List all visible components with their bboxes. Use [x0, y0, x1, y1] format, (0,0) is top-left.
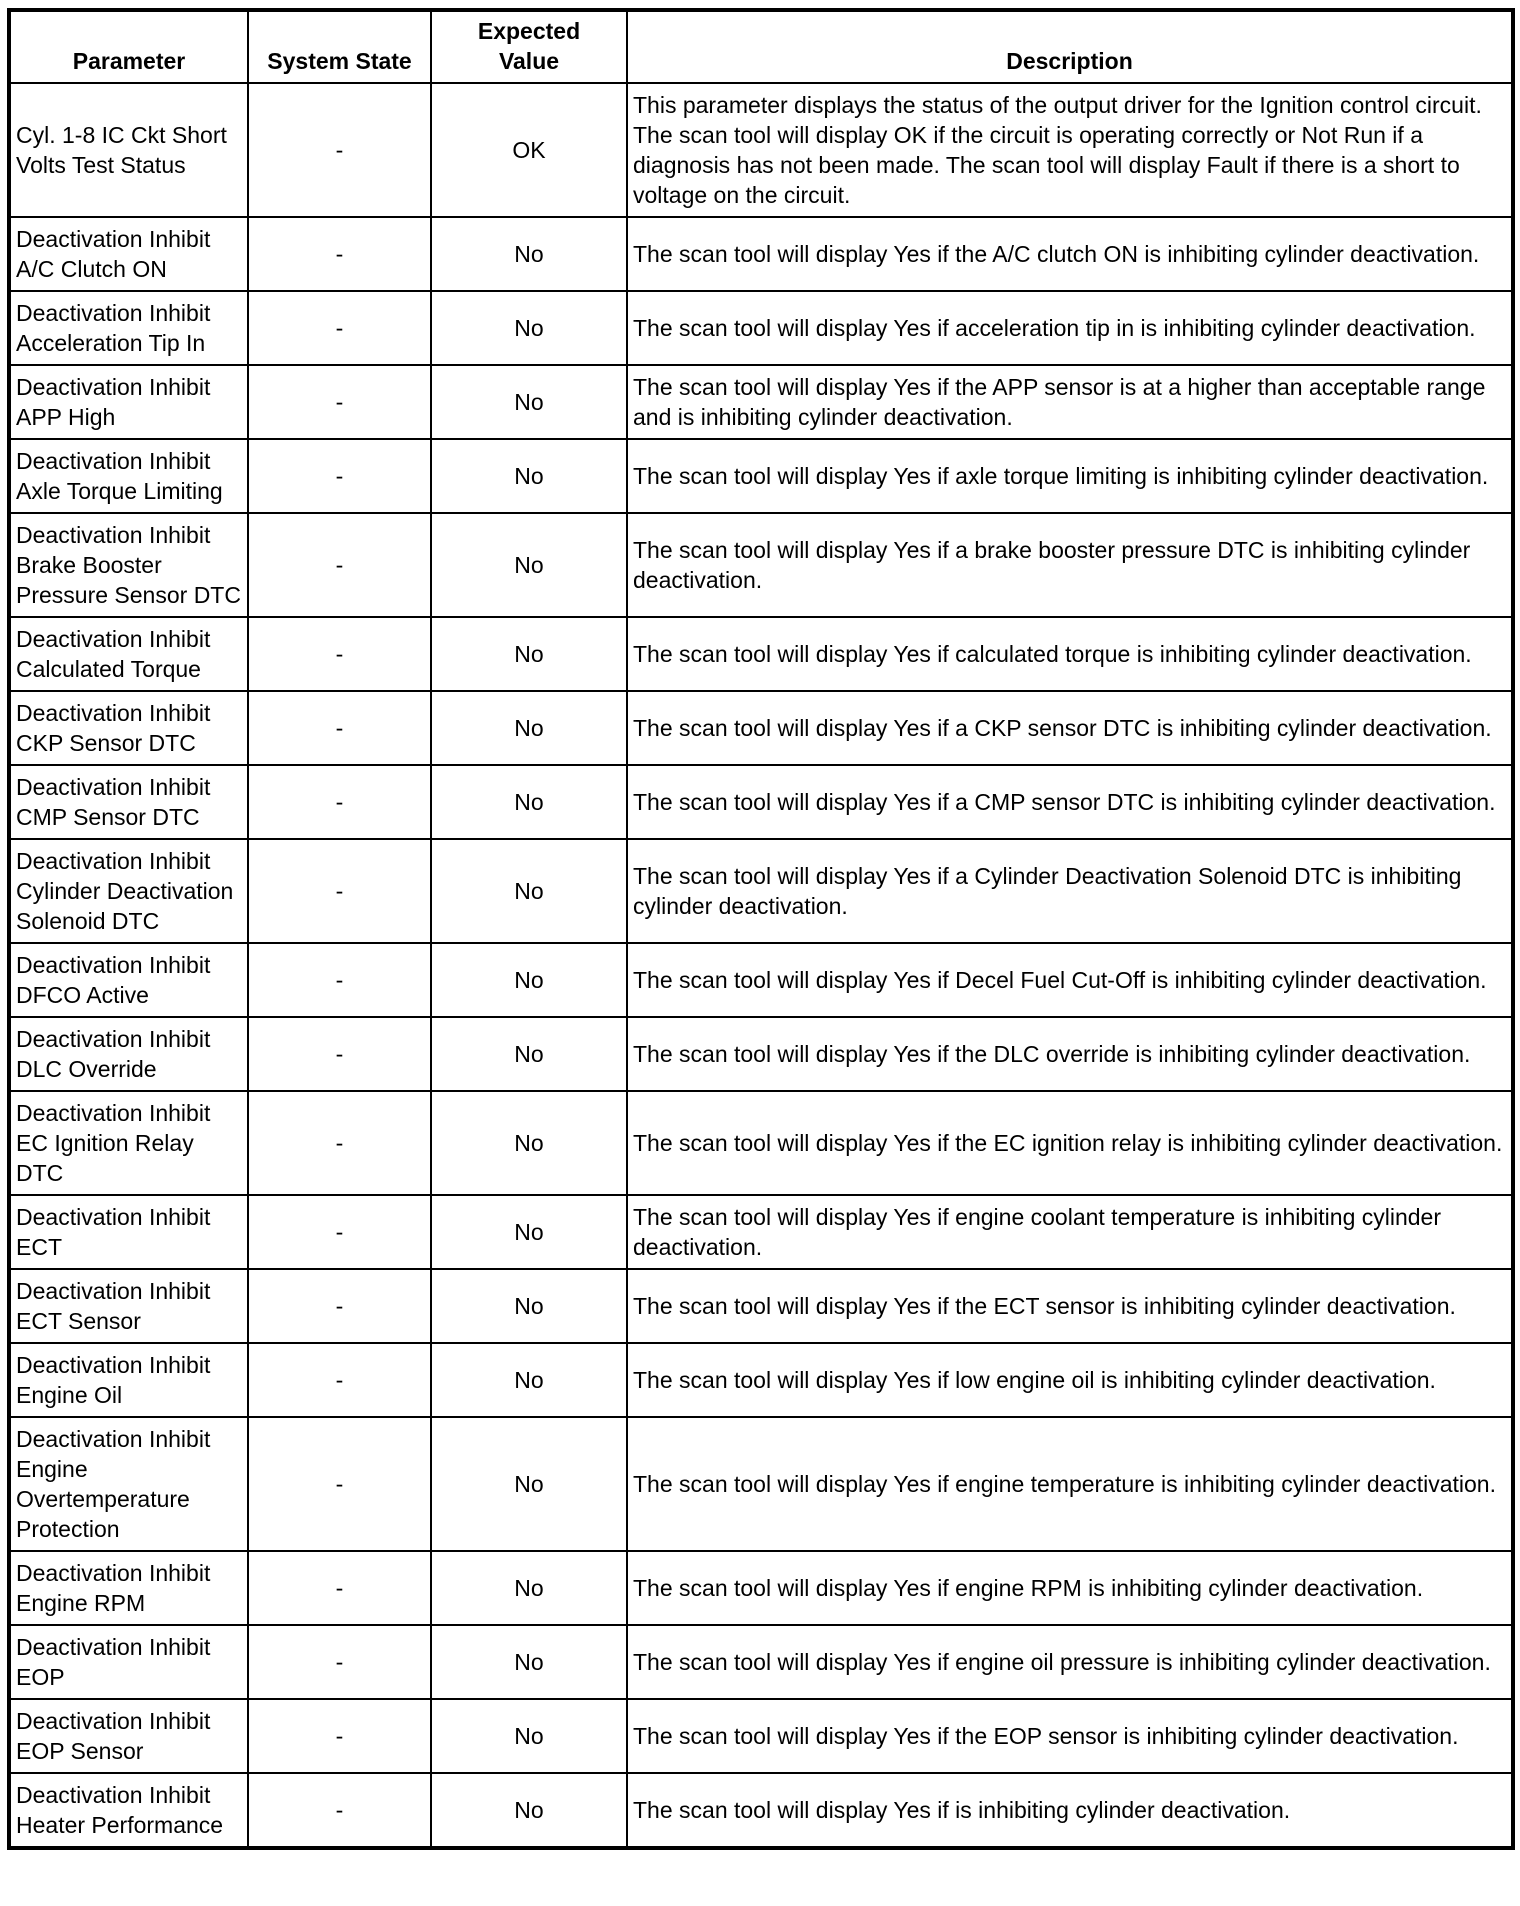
table-row	[9, 365, 1513, 439]
system-state-cell: -	[248, 1699, 431, 1773]
description-cell: The scan tool will display Yes if the ECT sensor is inhibiting cylinder deactivation.	[627, 1269, 1513, 1343]
table-row	[9, 1017, 1513, 1091]
table-row	[9, 1625, 1513, 1699]
parameter-cell: Deactivation Inhibit ECT	[9, 1195, 248, 1269]
description-cell: The scan tool will display Yes if the DLC override is inhibiting cylinder deactivation.	[627, 1017, 1513, 1091]
system-state-cell: -	[248, 513, 431, 617]
description-cell: The scan tool will display Yes if engine coolant temperature is inhibiting cylinder deactivation.	[627, 1195, 1513, 1269]
parameter-table	[7, 8, 1515, 1850]
description-cell: The scan tool will display Yes if the APP sensor is at a higher than acceptable range and is inhibiting cylinder deactivation.	[627, 365, 1513, 439]
expected-value-cell: No	[431, 365, 627, 439]
expected-value-cell: No	[431, 1343, 627, 1417]
expected-value-cell: No	[431, 1417, 627, 1551]
description-cell: The scan tool will display Yes if is inhibiting cylinder deactivation.	[627, 1773, 1513, 1848]
system-state-cell: -	[248, 943, 431, 1017]
expected-value-cell: No	[431, 439, 627, 513]
description-cell: This parameter displays the status of the output driver for the Ignition control circuit. The scan tool will display OK if the circuit is operating correctly or Not Run if a diagnosis has not been made. The scan tool will display Fault if there is a short to voltage on the circuit.	[627, 83, 1513, 217]
expected-value-cell: No	[431, 943, 627, 1017]
system-state-cell: -	[248, 1773, 431, 1848]
header-parameter: Parameter	[9, 10, 248, 83]
table-row	[9, 943, 1513, 1017]
description-cell: The scan tool will display Yes if acceleration tip in is inhibiting cylinder deactivation.	[627, 291, 1513, 365]
description-cell: The scan tool will display Yes if a CKP sensor DTC is inhibiting cylinder deactivation.	[627, 691, 1513, 765]
system-state-cell: -	[248, 1551, 431, 1625]
description-cell: The scan tool will display Yes if engine RPM is inhibiting cylinder deactivation.	[627, 1551, 1513, 1625]
table-row	[9, 1269, 1513, 1343]
system-state-cell: -	[248, 1417, 431, 1551]
expected-value-cell: No	[431, 1017, 627, 1091]
description-cell: The scan tool will display Yes if the A/C clutch ON is inhibiting cylinder deactivation.	[627, 217, 1513, 291]
parameter-cell: Deactivation Inhibit Calculated Torque	[9, 617, 248, 691]
table-row	[9, 1195, 1513, 1269]
parameter-cell: Deactivation Inhibit Heater Performance	[9, 1773, 248, 1848]
expected-value-cell: No	[431, 1773, 627, 1848]
table-row	[9, 1699, 1513, 1773]
system-state-cell: -	[248, 1625, 431, 1699]
parameter-cell: Deactivation Inhibit CMP Sensor DTC	[9, 765, 248, 839]
description-cell: The scan tool will display Yes if axle torque limiting is inhibiting cylinder deactivation.	[627, 439, 1513, 513]
parameter-cell: Deactivation Inhibit DLC Override	[9, 1017, 248, 1091]
description-cell: The scan tool will display Yes if Decel Fuel Cut-Off is inhibiting cylinder deactivation.	[627, 943, 1513, 1017]
header-system-state: System State	[248, 10, 431, 83]
header-description: Description	[627, 10, 1513, 83]
expected-value-cell: No	[431, 839, 627, 943]
description-cell: The scan tool will display Yes if the EOP sensor is inhibiting cylinder deactivation.	[627, 1699, 1513, 1773]
system-state-cell: -	[248, 691, 431, 765]
table-row	[9, 839, 1513, 943]
table-row	[9, 617, 1513, 691]
parameter-cell: Deactivation Inhibit Cylinder Deactivation Solenoid DTC	[9, 839, 248, 943]
table-row	[9, 439, 1513, 513]
table-row	[9, 291, 1513, 365]
description-cell: The scan tool will display Yes if a CMP sensor DTC is inhibiting cylinder deactivation.	[627, 765, 1513, 839]
parameter-cell: Deactivation Inhibit CKP Sensor DTC	[9, 691, 248, 765]
parameter-cell: Deactivation Inhibit Axle Torque Limiting	[9, 439, 248, 513]
parameter-cell: Deactivation Inhibit EC Ignition Relay DTC	[9, 1091, 248, 1195]
table-row	[9, 1551, 1513, 1625]
system-state-cell: -	[248, 839, 431, 943]
parameter-cell: Deactivation Inhibit Engine Oil	[9, 1343, 248, 1417]
table-row	[9, 765, 1513, 839]
system-state-cell: -	[248, 1017, 431, 1091]
header-row	[9, 10, 1513, 83]
system-state-cell: -	[248, 439, 431, 513]
description-cell: The scan tool will display Yes if low engine oil is inhibiting cylinder deactivation.	[627, 1343, 1513, 1417]
table-row	[9, 691, 1513, 765]
system-state-cell: -	[248, 291, 431, 365]
expected-value-cell: No	[431, 513, 627, 617]
system-state-cell: -	[248, 1343, 431, 1417]
expected-value-cell: No	[431, 291, 627, 365]
parameter-cell: Deactivation Inhibit EOP Sensor	[9, 1699, 248, 1773]
expected-value-cell: No	[431, 1551, 627, 1625]
table-row	[9, 1417, 1513, 1551]
system-state-cell: -	[248, 765, 431, 839]
description-cell: The scan tool will display Yes if engine oil pressure is inhibiting cylinder deactivation.	[627, 1625, 1513, 1699]
system-state-cell: -	[248, 1195, 431, 1269]
table-row	[9, 1343, 1513, 1417]
description-cell: The scan tool will display Yes if a Cylinder Deactivation Solenoid DTC is inhibiting cylinder deactivation.	[627, 839, 1513, 943]
expected-value-cell: No	[431, 1269, 627, 1343]
expected-value-cell: OK	[431, 83, 627, 217]
description-cell: The scan tool will display Yes if a brake booster pressure DTC is inhibiting cylinder deactivation.	[627, 513, 1513, 617]
system-state-cell: -	[248, 617, 431, 691]
system-state-cell: -	[248, 217, 431, 291]
table-row	[9, 1091, 1513, 1195]
parameter-cell: Deactivation Inhibit APP High	[9, 365, 248, 439]
expected-value-cell: No	[431, 1625, 627, 1699]
parameter-cell: Deactivation Inhibit EOP	[9, 1625, 248, 1699]
expected-value-cell: No	[431, 1699, 627, 1773]
table-row	[9, 1773, 1513, 1848]
parameter-cell: Deactivation Inhibit DFCO Active	[9, 943, 248, 1017]
expected-value-cell: No	[431, 1091, 627, 1195]
table-row	[9, 83, 1513, 217]
table-row	[9, 513, 1513, 617]
parameter-cell: Deactivation Inhibit Acceleration Tip In	[9, 291, 248, 365]
parameter-cell: Deactivation Inhibit A/C Clutch ON	[9, 217, 248, 291]
system-state-cell: -	[248, 1269, 431, 1343]
expected-value-cell: No	[431, 1195, 627, 1269]
expected-value-cell: No	[431, 691, 627, 765]
description-cell: The scan tool will display Yes if engine temperature is inhibiting cylinder deactivation.	[627, 1417, 1513, 1551]
parameter-cell: Cyl. 1-8 IC Ckt Short Volts Test Status	[9, 83, 248, 217]
parameter-cell: Deactivation Inhibit Engine Overtemperature Protection	[9, 1417, 248, 1551]
expected-value-cell: No	[431, 217, 627, 291]
expected-value-cell: No	[431, 617, 627, 691]
parameter-cell: Deactivation Inhibit ECT Sensor	[9, 1269, 248, 1343]
system-state-cell: -	[248, 83, 431, 217]
description-cell: The scan tool will display Yes if the EC ignition relay is inhibiting cylinder deactivation.	[627, 1091, 1513, 1195]
system-state-cell: -	[248, 1091, 431, 1195]
description-cell: The scan tool will display Yes if calculated torque is inhibiting cylinder deactivation.	[627, 617, 1513, 691]
parameter-cell: Deactivation Inhibit Engine RPM	[9, 1551, 248, 1625]
table-row	[9, 217, 1513, 291]
header-expected-value: Expected Value	[431, 10, 627, 83]
expected-value-cell: No	[431, 765, 627, 839]
parameter-cell: Deactivation Inhibit Brake Booster Pressure Sensor DTC	[9, 513, 248, 617]
system-state-cell: -	[248, 365, 431, 439]
